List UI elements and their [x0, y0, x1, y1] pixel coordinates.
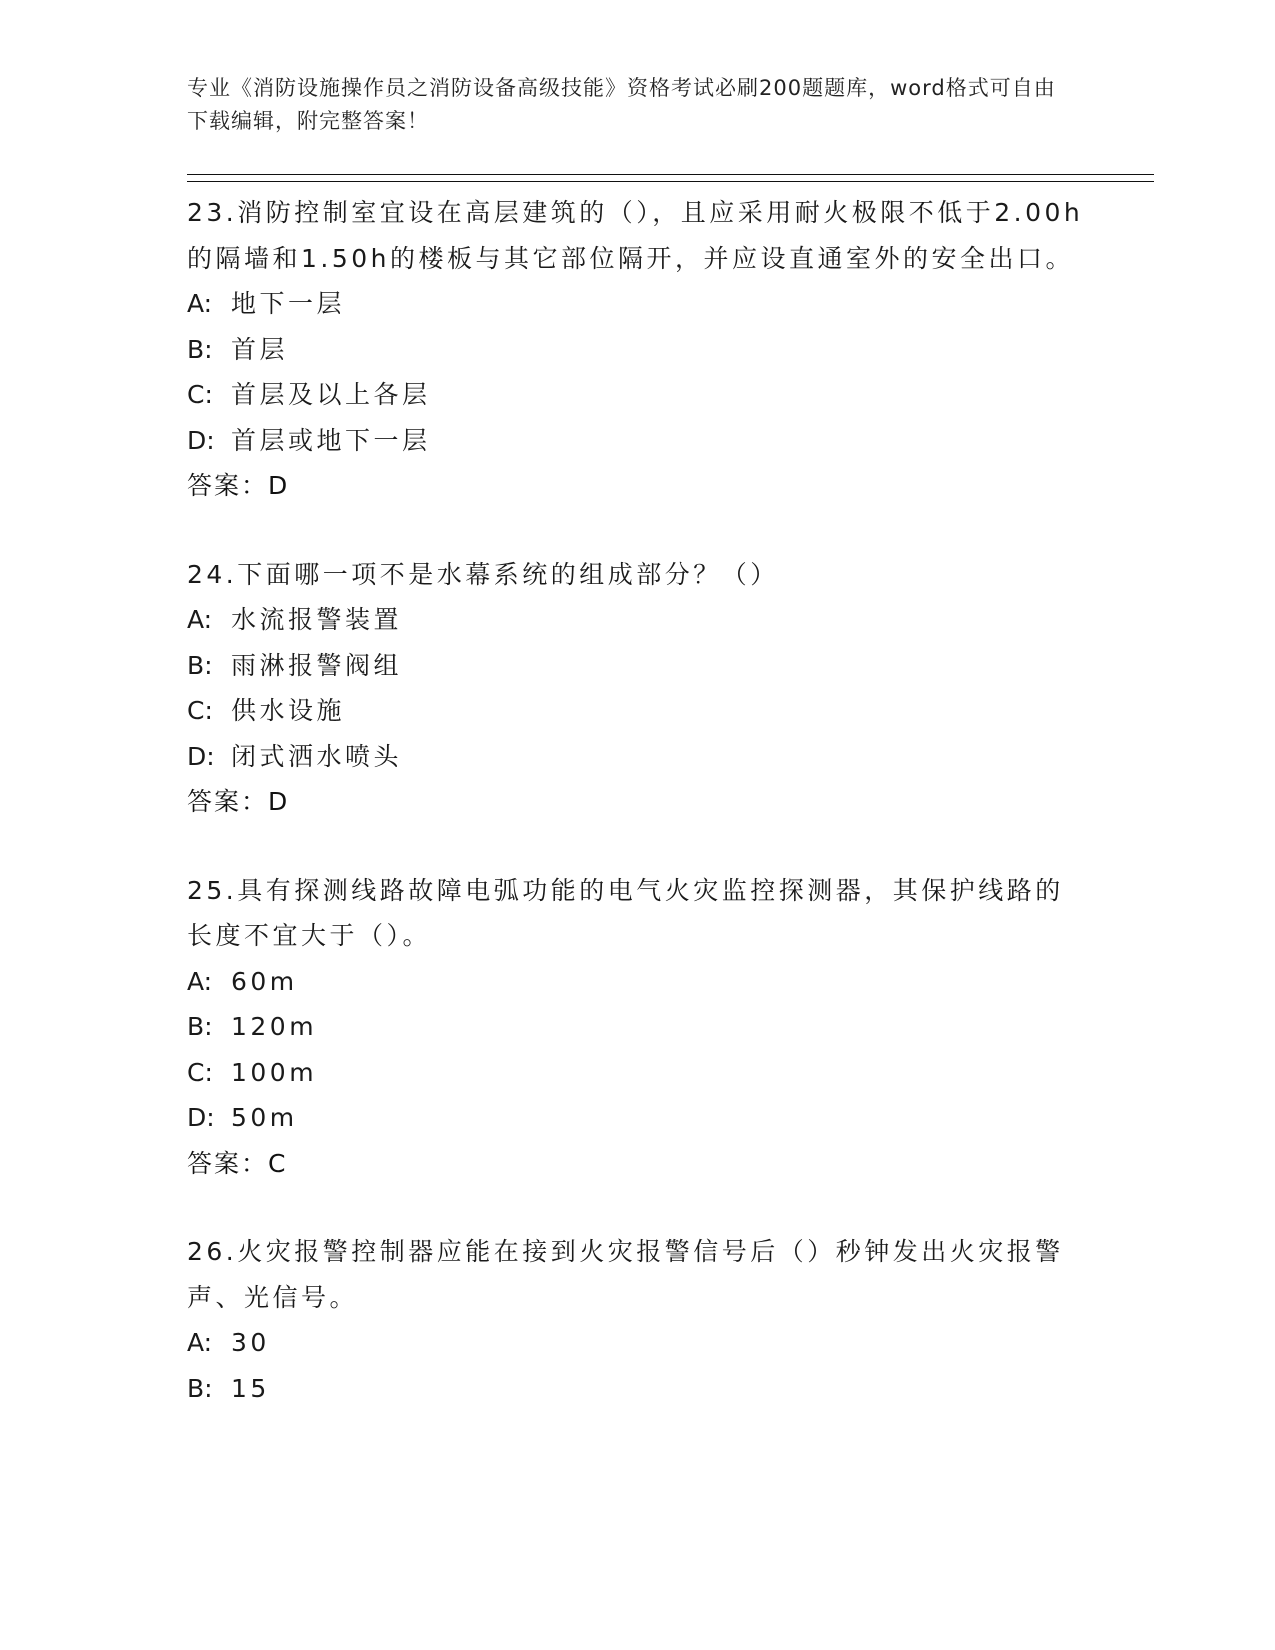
option-a [187, 959, 1087, 1005]
option-b [187, 327, 1087, 373]
header-divider-bottom [187, 181, 1154, 182]
option-c [187, 372, 1087, 418]
question-23 [187, 190, 1087, 509]
question-stem: 25.具有探测线路故障电弧功能的电气火灾监控探测器，其保护线路的长度不宜大于（）。 [187, 875, 1064, 950]
answer-line: 答案：C [187, 1148, 288, 1178]
question-stem: 23.消防控制室宜设在高层建筑的（），且应采用耐火极限不低于2.00h的隔墙和1.50h的楼板与其它部位隔开，并应设直通室外的安全出口。 [187, 198, 1084, 273]
option-letter: D: [187, 741, 215, 771]
header-divider-top [187, 174, 1154, 175]
option-letter: A: [187, 605, 213, 634]
option-c [187, 1050, 1087, 1096]
option-b [187, 1366, 1087, 1412]
option-text: 100m [231, 1057, 318, 1087]
option-b [187, 643, 1087, 689]
option-text: 闭式洒水喷头 [231, 741, 403, 771]
option-text: 120m [231, 1012, 318, 1041]
option-d [187, 734, 1087, 780]
option-letter: B: [187, 650, 213, 680]
question-list [187, 190, 1087, 1454]
option-d [187, 418, 1087, 464]
question-stem: 26.火灾报警控制器应能在接到火灾报警信号后（）秒钟发出火灾报警声、光信号。 [187, 1237, 1064, 1312]
option-letter: B: [187, 1373, 213, 1403]
option-text: 首层及以上各层 [231, 380, 431, 409]
option-letter: A: [187, 1328, 213, 1357]
option-a [187, 281, 1087, 327]
option-letter: D: [187, 1103, 215, 1132]
option-text: 雨淋报警阀组 [231, 650, 403, 680]
option-text: 供水设施 [231, 696, 346, 725]
option-text: 水流报警装置 [231, 605, 403, 634]
option-d [187, 1095, 1087, 1141]
question-26 [187, 1229, 1087, 1411]
option-letter: C: [187, 696, 213, 725]
question-24 [187, 552, 1087, 825]
question-25 [187, 868, 1087, 1187]
document-header: 专业《消防设施操作员之消防设备高级技能》资格考试必刷200题题库，word格式可自由下载编辑，附完整答案！ [187, 76, 1056, 133]
option-b [187, 1004, 1087, 1050]
option-text: 首层或地下一层 [231, 425, 431, 455]
option-letter: D: [187, 425, 215, 455]
answer-line: 答案：D [187, 471, 290, 500]
option-letter: A: [187, 966, 213, 996]
option-c [187, 688, 1087, 734]
option-a [187, 597, 1087, 643]
option-text: 30 [231, 1328, 270, 1357]
option-letter: C: [187, 1057, 213, 1087]
option-letter: C: [187, 380, 213, 409]
option-text: 50m [231, 1103, 298, 1132]
answer-line: 答案：D [187, 787, 290, 816]
option-letter: B: [187, 1012, 213, 1041]
option-letter: A: [187, 289, 213, 318]
option-text: 首层 [231, 334, 289, 364]
option-text: 15 [231, 1373, 270, 1403]
option-text: 地下一层 [231, 289, 346, 318]
option-a [187, 1320, 1087, 1366]
question-stem: 24.下面哪一项不是水幕系统的组成部分？（） [187, 559, 779, 589]
option-letter: B: [187, 334, 213, 364]
option-text: 60m [231, 966, 298, 996]
